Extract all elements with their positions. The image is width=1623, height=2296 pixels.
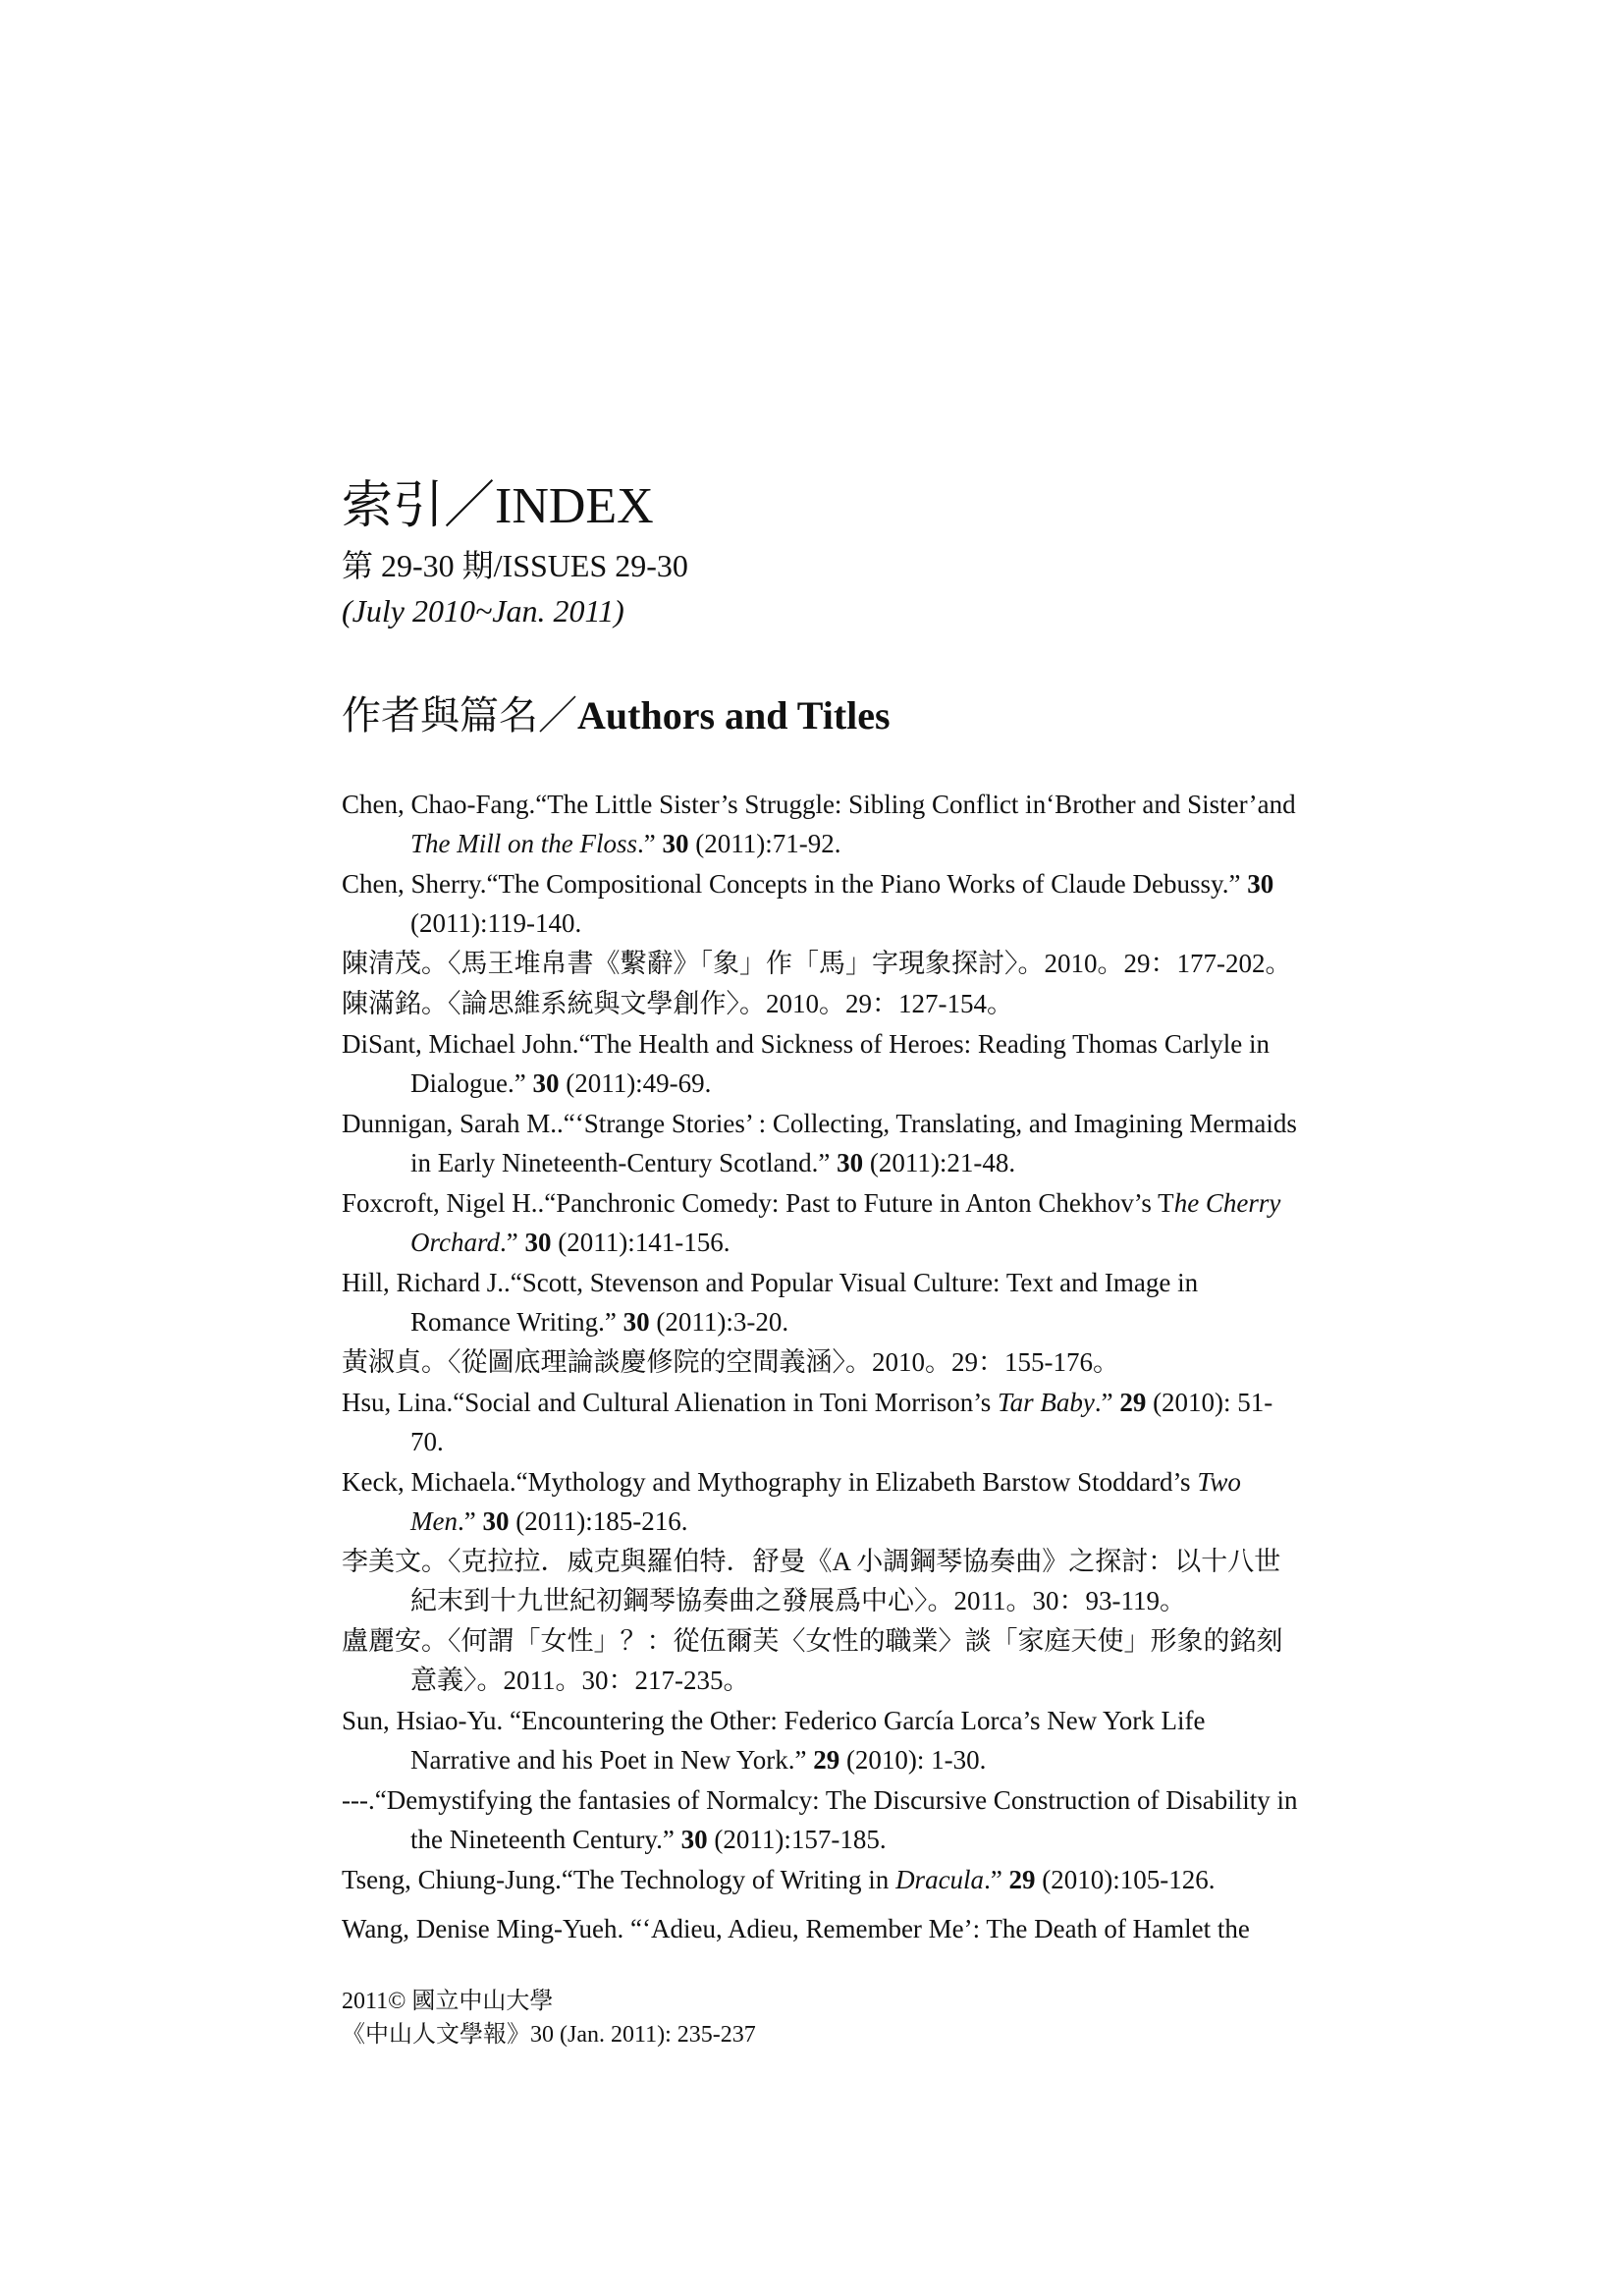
entry-volume: 29 bbox=[813, 1745, 840, 1775]
entry-volume: 30 bbox=[482, 1506, 510, 1536]
entry-text: .” bbox=[984, 1865, 1009, 1894]
index-entry bbox=[342, 1621, 1304, 1700]
entry-volume: 30 bbox=[837, 1148, 864, 1177]
entry-pages: (2011):185-216. bbox=[509, 1506, 688, 1536]
entry-text: Chen, Sherry.“The Compositional Concepts in the Piano Works of Claude Debussy.” bbox=[342, 869, 1248, 899]
entry-text: 盧麗安。〈何謂「女性」？：從伍爾芙〈女性的職業〉談「家庭天使」形象的銘刻意義〉。2011。30：217-235。 bbox=[342, 1626, 1283, 1695]
entry-text: 陳滿銘。〈論思維系統與文學創作〉。2010。29：127-154。 bbox=[342, 989, 1013, 1018]
entry-text: Keck, Michaela.“Mythology and Mythography in Elizabeth Barstow Stoddard’s bbox=[342, 1467, 1198, 1497]
index-entry bbox=[342, 1860, 1304, 1899]
entry-text: Foxcroft, Nigel H..“Panchronic Comedy: Past to Future in Anton Chekhov’s T bbox=[342, 1188, 1174, 1218]
footer-copyright: 2011© 國立中山大學 bbox=[342, 1989, 554, 2014]
index-entry-list bbox=[342, 785, 1304, 1948]
entry-pages: (2011):157-185. bbox=[707, 1825, 887, 1854]
entry-text: 黃淑貞。〈從圖底理論談慶修院的空間義涵〉。2010。29：155-176。 bbox=[342, 1347, 1119, 1377]
index-entry bbox=[342, 944, 1304, 983]
index-entry bbox=[342, 1701, 1304, 1779]
entry-pages: (2011):49-69. bbox=[559, 1068, 712, 1098]
section-heading-en: Authors and Titles bbox=[577, 693, 891, 738]
index-entry bbox=[342, 1183, 1304, 1262]
entry-italic-title: he Cherry Orchard bbox=[410, 1188, 1281, 1257]
index-entry bbox=[342, 1462, 1304, 1541]
footer-journal-citation: 《中山人文學報》30 (Jan. 2011): 235-237 bbox=[342, 2022, 756, 2048]
entry-text: .” bbox=[1094, 1388, 1120, 1417]
index-entry bbox=[342, 1342, 1304, 1382]
entry-text: Hill, Richard J..“Scott, Stevenson and Popular Visual Culture: Text and Image in Romance Writing.” bbox=[342, 1268, 1199, 1337]
index-entry bbox=[342, 984, 1304, 1023]
entry-text: 陳清茂。〈馬王堆帛書《繫辭》「象」作「馬」字現象探討〉。2010。29：177-202。 bbox=[342, 949, 1292, 978]
entry-text: Wang, Denise Ming-Yueh. “‘Adieu, Adieu, Remember Me’: The Death of Hamlet the bbox=[342, 1914, 1250, 1943]
entry-volume: 29 bbox=[1119, 1388, 1147, 1417]
entry-text: ---.“Demystifying the fantasies of Normalcy: The Discursive Construction of Disability in the Nineteenth Century.” bbox=[342, 1785, 1298, 1854]
index-entry bbox=[342, 785, 1304, 863]
entry-volume: 30 bbox=[532, 1068, 560, 1098]
entry-pages: (2010): 1-30. bbox=[839, 1745, 987, 1775]
entry-pages: (2011):141-156. bbox=[551, 1228, 730, 1257]
entry-volume: 30 bbox=[622, 1307, 650, 1337]
entry-text: Sun, Hsiao-Yu. “Encountering the Other: Federico García Lorca’s New York Life Narrative and his Poet in New York.” bbox=[342, 1706, 1206, 1775]
dates-line: (July 2010~Jan. 2011) bbox=[342, 593, 624, 629]
entry-volume: 29 bbox=[1008, 1865, 1036, 1894]
entry-pages: (2010):105-126. bbox=[1035, 1865, 1216, 1894]
entry-italic-title: Dracula bbox=[895, 1865, 985, 1894]
page-footer bbox=[342, 1985, 756, 2051]
index-entry bbox=[342, 1024, 1304, 1103]
entry-italic-title: Tar Baby bbox=[998, 1388, 1095, 1417]
entry-text: Tseng, Chiung-Jung.“The Technology of Writing in bbox=[342, 1865, 896, 1894]
entry-text: Chen, Chao-Fang.“The Little Sister’s Struggle: Sibling Conflict in‘Brother and Sister’and bbox=[342, 790, 1296, 819]
section-heading-cjk: 作者與篇名／ bbox=[342, 693, 577, 738]
index-entry bbox=[342, 1780, 1304, 1859]
entry-volume: 30 bbox=[680, 1825, 708, 1854]
index-entry bbox=[342, 864, 1304, 943]
entry-text: .” bbox=[500, 1228, 525, 1257]
section-heading bbox=[342, 690, 1304, 741]
entry-text: DiSant, Michael John.“The Health and Sickness of Heroes: Reading Thomas Carlyle in Dialogue.” bbox=[342, 1029, 1271, 1098]
entry-volume: 30 bbox=[1247, 869, 1274, 899]
entry-text: Hsu, Lina.“Social and Cultural Alienation in Toni Morrison’s bbox=[342, 1388, 999, 1417]
entry-pages: (2011):21-48. bbox=[863, 1148, 1016, 1177]
index-page bbox=[342, 476, 1304, 1964]
entry-volume: 30 bbox=[524, 1228, 552, 1257]
entry-text: .” bbox=[637, 829, 663, 858]
index-entry bbox=[342, 1383, 1304, 1461]
entry-pages: (2011):3-20. bbox=[649, 1307, 789, 1337]
index-entry bbox=[342, 1104, 1304, 1182]
entry-italic-title: The Mill on the Floss bbox=[410, 829, 637, 858]
entry-volume: 30 bbox=[662, 829, 689, 858]
entry-pages: (2011):119-140. bbox=[410, 908, 582, 938]
issues-line: 第 29-30 期/ISSUES 29-30 bbox=[342, 548, 688, 583]
entry-text: 李美文。〈克拉拉．威克與羅伯特．舒曼《A 小調鋼琴協奏曲》之探討：以十八世紀末到十九世紀初鋼琴協奏曲之發展爲中心〉。2011。30：93-119。 bbox=[342, 1547, 1281, 1615]
entry-text: Dunnigan, Sarah M..“‘Strange Stories’ : Collecting, Translating, and Imagining Mermaids in Early Nineteenth-Century Scotland.” bbox=[342, 1109, 1297, 1177]
entry-pages: (2011):71-92. bbox=[688, 829, 841, 858]
page-title: 索引／INDEX bbox=[342, 478, 654, 534]
entry-pages: (2010): 51-70. bbox=[410, 1388, 1273, 1456]
index-entry bbox=[342, 1909, 1304, 1948]
index-entry bbox=[342, 1263, 1304, 1341]
entry-italic-title: Two Men bbox=[410, 1467, 1241, 1536]
index-entry bbox=[342, 1542, 1304, 1620]
entry-text: .” bbox=[457, 1506, 483, 1536]
